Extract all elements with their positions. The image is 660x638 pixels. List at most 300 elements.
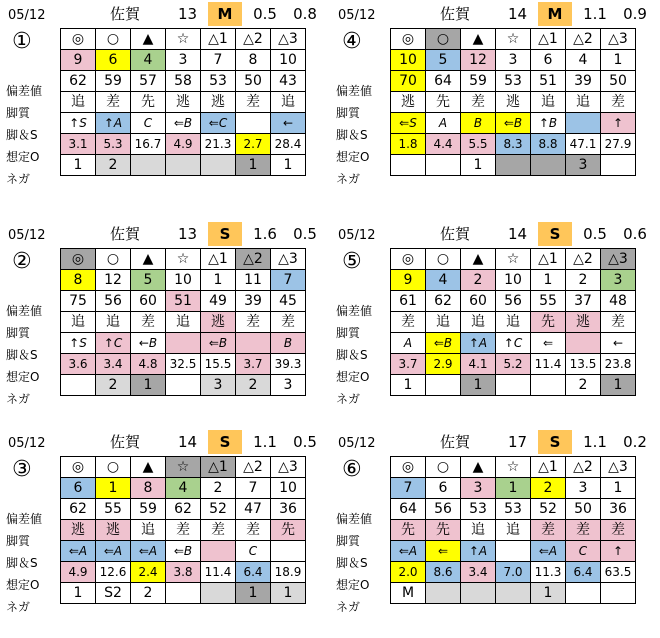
symbol-cell: ▲ [461, 457, 496, 478]
label-soutei: 想定O [336, 578, 370, 592]
horse-cell: 8 [236, 50, 271, 71]
horse-cell: 10 [496, 270, 531, 291]
nega-cell: 1 [391, 375, 426, 396]
style-cell: 逃 [391, 92, 426, 113]
symbol-cell: ☆ [496, 249, 531, 270]
kyaku-cell: ⇐A [391, 541, 426, 562]
odds-cell: 6.4 [566, 562, 601, 583]
hensachi-cell: 62 [61, 71, 96, 92]
hensachi-cell: 55 [96, 499, 131, 520]
header-value-2: 0.5 [293, 433, 317, 451]
odds-cell: 5.2 [496, 354, 531, 375]
symbol-cell: △3 [271, 457, 306, 478]
header-value-2: 0.6 [623, 225, 647, 243]
header-value-2: 0.8 [293, 5, 317, 23]
symbol-cell: ☆ [496, 29, 531, 50]
nega-cell: 1 [601, 375, 636, 396]
style-cell: 逃 [496, 92, 531, 113]
kyaku-cell: ⇐B [201, 333, 236, 354]
prediction-grid [390, 248, 636, 396]
kyaku-cell: C [131, 113, 166, 134]
label-kyakushitsu: 脚質 [6, 326, 31, 340]
header-value-2: 0.2 [623, 433, 647, 451]
hensachi-cell: 62 [166, 499, 201, 520]
horse-cell: 7 [271, 270, 306, 291]
track-name: 佐賀 [440, 5, 471, 23]
hensachi-cell: 36 [271, 499, 306, 520]
label-kyakushitsu: 脚質 [336, 326, 361, 340]
kyaku-cell: ⇐S [391, 113, 426, 134]
nega-cell [601, 583, 636, 604]
style-cell: 追 [131, 520, 166, 541]
odds-cell: 3.4 [461, 562, 496, 583]
label-soutei: 想定O [336, 150, 370, 164]
nega-cell [391, 155, 426, 176]
hensachi-cell: 53 [461, 499, 496, 520]
odds-row [61, 562, 306, 583]
nega-cell: 1 [271, 155, 306, 176]
grade-badge: S [208, 222, 242, 246]
symbol-row [391, 457, 636, 478]
style-cell: 差 [601, 312, 636, 333]
hensachi-cell: 36 [601, 499, 636, 520]
hensachi-cell: 64 [426, 71, 461, 92]
panel-header [330, 220, 660, 248]
horse-row [61, 270, 306, 291]
race-date: 05/12 [338, 228, 376, 243]
nega-row [61, 583, 306, 604]
symbol-cell: ☆ [166, 29, 201, 50]
nega-cell [201, 155, 236, 176]
symbol-cell: ▲ [131, 29, 166, 50]
style-row [61, 520, 306, 541]
kyaku-cell [201, 541, 236, 562]
symbol-row [391, 29, 636, 50]
odds-cell: 2.7 [236, 134, 271, 155]
odds-cell: 4.1 [461, 354, 496, 375]
kyaku-cell: ↑A [461, 541, 496, 562]
odds-cell: 63.5 [601, 562, 636, 583]
label-kyaku-s: 脚＆S [336, 348, 368, 362]
style-row [391, 92, 636, 113]
panel-header [0, 0, 330, 28]
style-cell: 先 [131, 92, 166, 113]
symbol-cell: △2 [566, 249, 601, 270]
panel-header [330, 0, 660, 28]
horse-cell: 5 [131, 270, 166, 291]
kyaku-cell: ↑A [461, 333, 496, 354]
nega-row [391, 155, 636, 176]
horse-cell: 3 [566, 478, 601, 499]
hensachi-row [61, 499, 306, 520]
odds-cell: 32.5 [166, 354, 201, 375]
hensachi-cell: 61 [391, 291, 426, 312]
style-cell: 追 [461, 312, 496, 333]
odds-cell: 18.9 [271, 562, 306, 583]
kyaku-cell: C [566, 541, 601, 562]
horse-cell: 12 [461, 50, 496, 71]
style-cell: 追 [566, 92, 601, 113]
odds-cell: 1.8 [391, 134, 426, 155]
symbol-row [391, 249, 636, 270]
odds-cell: 2.4 [131, 562, 166, 583]
symbol-cell: ○ [96, 29, 131, 50]
kyaku-cell [236, 113, 271, 134]
label-hensachi: 偏差値 [6, 84, 43, 98]
horse-cell: 5 [426, 50, 461, 71]
kyaku-row [391, 333, 636, 354]
horse-cell: 10 [271, 50, 306, 71]
header-value-1: 1.1 [583, 433, 607, 451]
odds-cell: 13.5 [566, 354, 601, 375]
hensachi-cell: 56 [496, 291, 531, 312]
symbol-cell: ○ [96, 457, 131, 478]
kyaku-cell [496, 541, 531, 562]
nega-cell: 1 [236, 583, 271, 604]
label-nega: ネガ [336, 600, 361, 614]
horse-cell: 3 [166, 50, 201, 71]
prediction-grid [60, 28, 306, 176]
label-nega: ネガ [6, 392, 31, 406]
label-kyaku-s: 脚＆S [336, 556, 368, 570]
style-cell: 逃 [201, 92, 236, 113]
odds-cell: 3.7 [391, 354, 426, 375]
nega-cell: 1 [61, 583, 96, 604]
horse-row [391, 270, 636, 291]
horse-cell: 10 [271, 478, 306, 499]
kyaku-cell: B [271, 333, 306, 354]
kyaku-cell: ⇐B [166, 541, 201, 562]
hensachi-cell: 50 [601, 71, 636, 92]
style-row [61, 92, 306, 113]
nega-cell: 1 [461, 155, 496, 176]
label-kyaku-s: 脚＆S [6, 556, 38, 570]
label-hensachi: 偏差値 [336, 304, 373, 318]
odds-cell: 3.8 [166, 562, 201, 583]
panel-number: ③ [12, 457, 32, 482]
race-number: 13 [178, 225, 198, 243]
nega-cell [496, 583, 531, 604]
nega-cell: 1 [236, 155, 271, 176]
label-hensachi: 偏差値 [6, 304, 43, 318]
race-panel-6 [330, 428, 660, 638]
kyaku-cell: ⇐A [531, 541, 566, 562]
odds-row [61, 354, 306, 375]
label-hensachi: 偏差値 [336, 512, 373, 526]
panel-number: ④ [342, 29, 362, 54]
symbol-cell: ○ [426, 29, 461, 50]
hensachi-cell: 55 [531, 291, 566, 312]
hensachi-cell: 50 [566, 499, 601, 520]
odds-cell: 2.9 [426, 354, 461, 375]
hensachi-cell: 53 [496, 71, 531, 92]
symbol-cell: ◎ [61, 29, 96, 50]
hensachi-cell: 62 [61, 499, 96, 520]
style-cell: 差 [166, 520, 201, 541]
nega-cell [426, 155, 461, 176]
kyaku-cell: A [426, 113, 461, 134]
symbol-cell: △3 [601, 29, 636, 50]
horse-cell: 1 [601, 50, 636, 71]
nega-cell: 1 [531, 583, 566, 604]
hensachi-cell: 53 [496, 499, 531, 520]
symbol-cell: ▲ [461, 249, 496, 270]
hensachi-cell: 37 [566, 291, 601, 312]
symbol-cell: ◎ [391, 457, 426, 478]
hensachi-cell: 50 [236, 71, 271, 92]
horse-cell: 2 [566, 270, 601, 291]
nega-cell: 3 [271, 375, 306, 396]
kyaku-cell: ⇐A [61, 541, 96, 562]
kyaku-cell: ⇐ [426, 541, 461, 562]
grade-badge: M [538, 2, 572, 26]
nega-cell: 3 [566, 155, 601, 176]
horse-cell: 9 [61, 50, 96, 71]
odds-cell: 8.8 [531, 134, 566, 155]
header-value-1: 1.6 [253, 225, 277, 243]
grade-badge: S [538, 430, 572, 454]
hensachi-cell: 49 [201, 291, 236, 312]
nega-cell [426, 375, 461, 396]
nega-cell [166, 375, 201, 396]
odds-cell: 3.6 [61, 354, 96, 375]
horse-cell: 8 [61, 270, 96, 291]
nega-cell [461, 583, 496, 604]
grade-badge: S [538, 222, 572, 246]
hensachi-cell: 52 [201, 499, 236, 520]
hensachi-row [391, 291, 636, 312]
symbol-cell: ☆ [496, 457, 531, 478]
race-number: 14 [178, 433, 198, 451]
panel-header [0, 220, 330, 248]
style-cell: 追 [496, 312, 531, 333]
label-kyakushitsu: 脚質 [336, 106, 361, 120]
prediction-grid [390, 28, 636, 176]
style-cell: 差 [236, 312, 271, 333]
style-cell: 逃 [96, 520, 131, 541]
style-cell: 追 [496, 520, 531, 541]
horse-cell: 2 [461, 270, 496, 291]
hensachi-cell: 56 [426, 499, 461, 520]
style-cell: 先 [391, 520, 426, 541]
style-cell: 追 [531, 92, 566, 113]
horse-cell: 1 [496, 478, 531, 499]
kyaku-row [391, 541, 636, 562]
symbol-cell: ▲ [461, 29, 496, 50]
hensachi-cell: 70 [391, 71, 426, 92]
symbol-cell: ◎ [391, 249, 426, 270]
nega-row [391, 583, 636, 604]
nega-cell [166, 583, 201, 604]
track-name: 佐賀 [110, 5, 141, 23]
kyaku-cell: ↑B [531, 113, 566, 134]
kyaku-cell: ←B [131, 333, 166, 354]
kyaku-cell: ↑ [601, 113, 636, 134]
odds-cell: 4.9 [166, 134, 201, 155]
nega-cell: 3 [201, 375, 236, 396]
horse-row [61, 50, 306, 71]
odds-cell: 11.3 [531, 562, 566, 583]
race-panel-1 [0, 0, 330, 210]
odds-cell: 3.7 [236, 354, 271, 375]
nega-row [61, 155, 306, 176]
kyaku-cell: ↑S [61, 113, 96, 134]
odds-cell: 5.5 [461, 134, 496, 155]
style-cell: 先 [426, 92, 461, 113]
odds-cell: 4.9 [61, 562, 96, 583]
nega-row [391, 375, 636, 396]
header-value-1: 0.5 [583, 225, 607, 243]
horse-cell: 4 [566, 50, 601, 71]
prediction-grid [60, 248, 306, 396]
odds-cell: 4.8 [131, 354, 166, 375]
odds-cell: 27.9 [601, 134, 636, 155]
nega-cell [496, 155, 531, 176]
horse-cell: 7 [236, 478, 271, 499]
style-cell: 追 [61, 92, 96, 113]
hensachi-cell: 75 [61, 291, 96, 312]
nega-cell [496, 375, 531, 396]
style-cell: 先 [531, 312, 566, 333]
style-cell: 逃 [566, 312, 601, 333]
label-hensachi: 偏差値 [336, 84, 373, 98]
race-number: 14 [508, 225, 528, 243]
header-value-1: 1.1 [253, 433, 277, 451]
hensachi-cell: 48 [601, 291, 636, 312]
horse-cell: 6 [426, 478, 461, 499]
symbol-row [61, 29, 306, 50]
kyaku-cell: ↑S [61, 333, 96, 354]
symbol-cell: △1 [531, 249, 566, 270]
kyaku-cell: ↑C [496, 333, 531, 354]
odds-cell: 11.4 [201, 562, 236, 583]
grade-badge: M [208, 2, 242, 26]
symbol-cell: ☆ [166, 249, 201, 270]
nega-cell [531, 155, 566, 176]
symbol-cell: △3 [271, 29, 306, 50]
symbol-cell: ☆ [166, 457, 201, 478]
nega-cell: 1 [131, 375, 166, 396]
hensachi-cell: 58 [166, 71, 201, 92]
hensachi-cell: 43 [271, 71, 306, 92]
label-soutei: 想定O [336, 370, 370, 384]
symbol-cell: △1 [201, 29, 236, 50]
kyaku-cell: ⇐B [496, 113, 531, 134]
nega-row [61, 375, 306, 396]
symbol-row [61, 249, 306, 270]
horse-cell: 2 [201, 478, 236, 499]
hensachi-cell: 45 [271, 291, 306, 312]
horse-row [61, 478, 306, 499]
horse-cell: 7 [201, 50, 236, 71]
style-cell: 逃 [166, 92, 201, 113]
horse-cell: 9 [391, 270, 426, 291]
panel-header [330, 428, 660, 456]
nega-cell [61, 375, 96, 396]
kyaku-cell [271, 541, 306, 562]
hensachi-cell: 56 [96, 291, 131, 312]
odds-cell: 39.3 [271, 354, 306, 375]
symbol-cell: ▲ [131, 457, 166, 478]
horse-cell: 3 [601, 270, 636, 291]
race-panel-3 [0, 428, 330, 638]
odds-cell: 47.1 [566, 134, 601, 155]
horse-cell: 7 [391, 478, 426, 499]
style-cell: 追 [271, 92, 306, 113]
nega-cell [531, 375, 566, 396]
label-kyakushitsu: 脚質 [6, 106, 31, 120]
kyaku-cell: ⇐B [166, 113, 201, 134]
style-cell: 差 [531, 520, 566, 541]
label-kyaku-s: 脚＆S [336, 128, 368, 142]
horse-cell: 11 [236, 270, 271, 291]
horse-cell: 6 [61, 478, 96, 499]
symbol-cell: △2 [566, 29, 601, 50]
style-cell: 差 [236, 520, 271, 541]
hensachi-row [61, 71, 306, 92]
nega-cell: 2 [96, 375, 131, 396]
horse-cell: 3 [496, 50, 531, 71]
nega-cell: 2 [566, 375, 601, 396]
hensachi-cell: 53 [201, 71, 236, 92]
horse-cell: 6 [531, 50, 566, 71]
odds-cell: 28.4 [271, 134, 306, 155]
odds-cell: 7.0 [496, 562, 531, 583]
race-date: 05/12 [338, 436, 376, 451]
kyaku-cell: ↑A [96, 113, 131, 134]
symbol-cell: △3 [601, 249, 636, 270]
label-nega: ネガ [6, 172, 31, 186]
horse-cell: 1 [601, 478, 636, 499]
panel-header [0, 428, 330, 456]
kyaku-cell: ↑C [96, 333, 131, 354]
nega-cell: 2 [236, 375, 271, 396]
style-cell: 差 [566, 520, 601, 541]
kyaku-row [61, 541, 306, 562]
odds-cell: 3.1 [61, 134, 96, 155]
style-cell: 追 [166, 312, 201, 333]
odds-cell: 16.7 [131, 134, 166, 155]
horse-cell: 12 [96, 270, 131, 291]
panel-number: ② [12, 249, 32, 274]
style-row [61, 312, 306, 333]
odds-cell: 12.6 [96, 562, 131, 583]
hensachi-cell: 62 [426, 291, 461, 312]
horse-row [391, 50, 636, 71]
nega-cell: 2 [96, 155, 131, 176]
hensachi-cell: 39 [236, 291, 271, 312]
race-panel-4 [330, 0, 660, 210]
odds-cell: 8.3 [496, 134, 531, 155]
kyaku-cell [166, 333, 201, 354]
nega-cell [426, 583, 461, 604]
header-value-2: 0.9 [623, 5, 647, 23]
header-value-1: 0.5 [253, 5, 277, 23]
kyaku-cell: A [391, 333, 426, 354]
label-kyakushitsu: 脚質 [336, 534, 361, 548]
odds-cell: 3.4 [96, 354, 131, 375]
race-number: 14 [508, 5, 528, 23]
horse-cell: 1 [531, 270, 566, 291]
odds-cell: 2.0 [391, 562, 426, 583]
symbol-cell: △1 [531, 29, 566, 50]
label-soutei: 想定O [6, 578, 40, 592]
horse-cell: 4 [166, 478, 201, 499]
race-date: 05/12 [8, 228, 46, 243]
style-cell: 差 [391, 312, 426, 333]
hensachi-cell: 57 [131, 71, 166, 92]
symbol-cell: ◎ [61, 457, 96, 478]
